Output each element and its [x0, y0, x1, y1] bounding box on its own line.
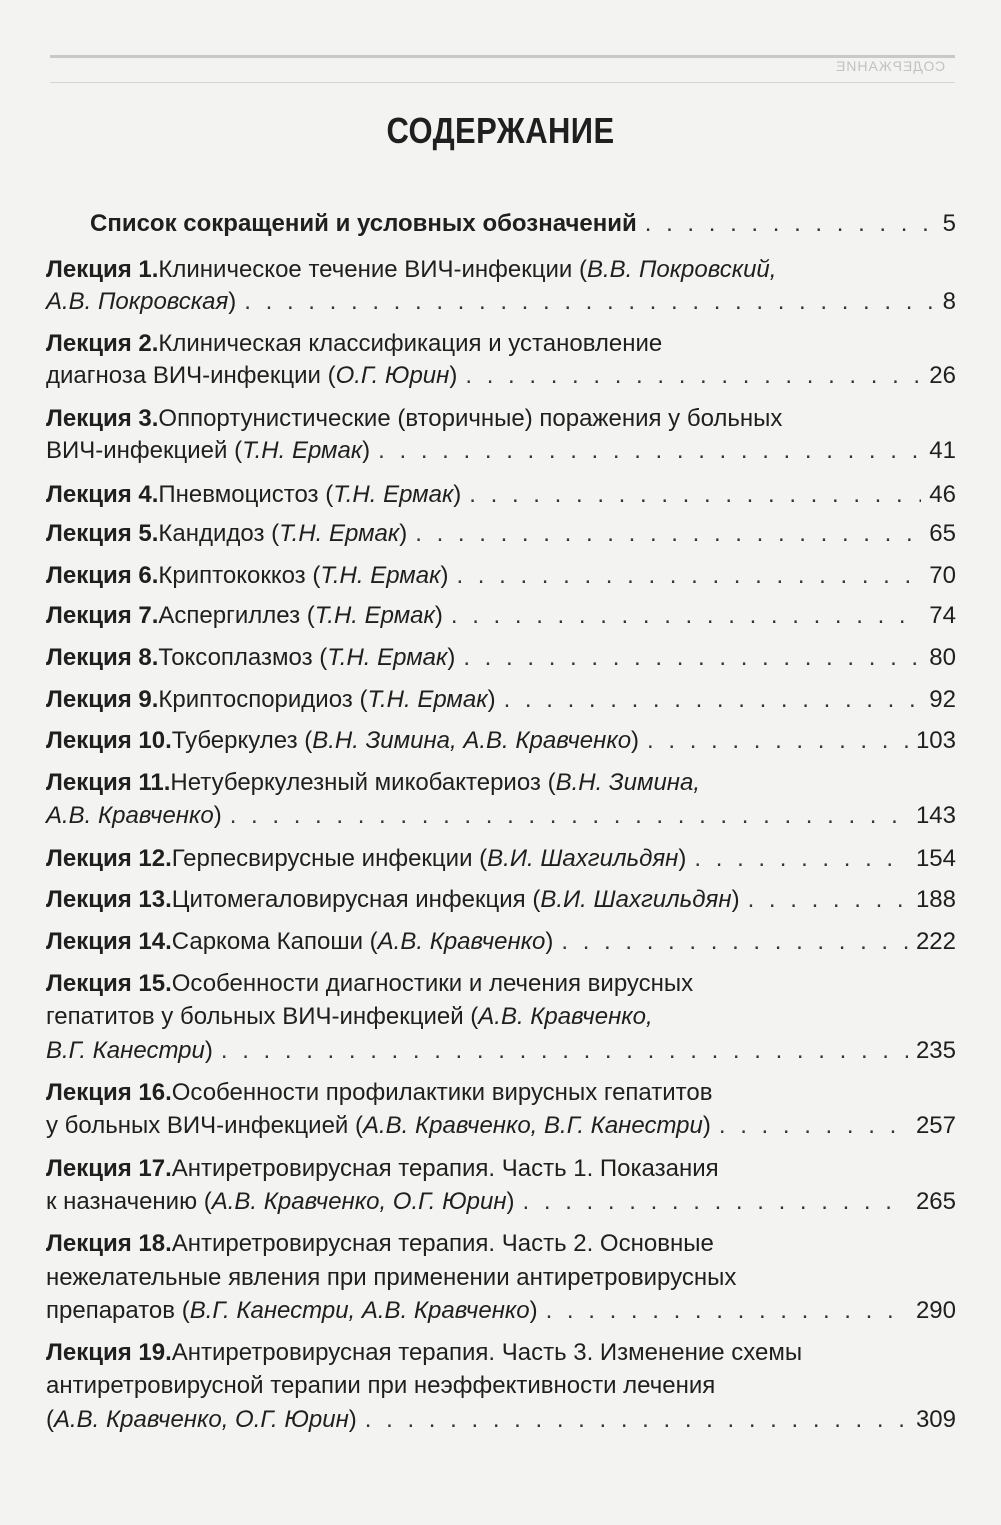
lecture-authors: В.И. Шахгильдян — [540, 886, 732, 913]
lecture-number: Лекция 16. — [46, 1079, 172, 1106]
lecture-title: Криптококкоз ( — [158, 562, 321, 589]
lecture-title: Особенности диагностики и лечения вирусных — [171, 970, 694, 997]
page-number: 74 — [929, 602, 956, 629]
leader-dots — [415, 520, 921, 548]
page-number: 257 — [915, 1112, 956, 1139]
lecture-title: Саркома Капоши ( — [171, 928, 378, 955]
page-number: 309 — [915, 1406, 956, 1433]
lecture-title: Цитомегаловирусная инфекция ( — [171, 886, 541, 913]
lecture-authors: Т.Н. Ермак — [367, 686, 488, 713]
page-number: 222 — [915, 928, 956, 955]
lecture-authors: А.В. Кравченко, О.Г. Юрин — [211, 1188, 507, 1215]
toc-entry-lecture-12[interactable] — [46, 845, 956, 873]
toc-entry-lecture-11[interactable] — [46, 769, 956, 797]
lecture-title: Туберкулез ( — [171, 727, 313, 754]
toc-entry-lecture-19[interactable] — [46, 1339, 956, 1367]
page-number: 265 — [915, 1188, 956, 1215]
toc-entry-lecture-8[interactable] — [46, 644, 956, 672]
lecture-title: Антиретровирусная терапия. Часть 3. Изменение схемы — [171, 1339, 803, 1366]
closing-paren: ) — [731, 886, 740, 913]
leader-dots — [561, 928, 908, 956]
lecture-title: Нетуберкулезный микобактериоз ( — [170, 769, 556, 796]
closing-paren: ) — [348, 1406, 357, 1433]
toc-entry-lecture-1-cont — [46, 288, 956, 316]
toc-entry-lecture-1[interactable] — [46, 256, 956, 284]
lecture-title: Оппортунистические (вторичные) поражения у больных — [158, 405, 783, 432]
lecture-title: Клиническое течение ВИЧ-инфекции ( — [158, 256, 587, 283]
lecture-authors: В.И. Шахгильдян — [487, 845, 679, 872]
leader-dots — [748, 886, 908, 914]
page-number: 26 — [929, 362, 956, 389]
lecture-number: Лекция 6. — [46, 562, 159, 589]
leader-dots — [230, 802, 908, 830]
leader-dots — [463, 644, 921, 672]
toc-entry-title: Список сокращений и условных обозначений — [90, 210, 637, 237]
toc-entry-lecture-4[interactable] — [46, 481, 956, 509]
lecture-number: Лекция 3. — [46, 405, 159, 432]
page-number: 92 — [929, 686, 956, 713]
closing-paren: ) — [702, 1112, 711, 1139]
toc-entry-lecture-18[interactable] — [46, 1230, 956, 1258]
closing-paren: ) — [204, 1037, 213, 1064]
closing-paren: ) — [449, 362, 458, 389]
leader-dots — [694, 845, 908, 873]
lecture-title: Герпесвирусные инфекции ( — [171, 845, 488, 872]
closing-paren: ) — [399, 520, 408, 547]
leader-dots — [647, 727, 908, 755]
lecture-number: Лекция 10. — [46, 727, 172, 754]
page-number: 103 — [915, 727, 956, 754]
leader-dots — [221, 1037, 908, 1065]
closing-paren: ) — [447, 644, 456, 671]
closing-paren: ) — [631, 727, 640, 754]
lecture-title: Токсоплазмоз ( — [158, 644, 328, 671]
leader-dots — [365, 1406, 908, 1434]
lecture-title-cont: нежелательные явления при применении антиретровирусных — [46, 1264, 737, 1291]
closing-paren: ) — [440, 562, 449, 589]
page-number: 188 — [915, 886, 956, 913]
lecture-authors: А.В. Кравченко, О.Г. Юрин — [54, 1406, 349, 1433]
lecture-authors: А.В. Кравченко, В.Г. Канестри — [362, 1112, 703, 1139]
lecture-title: Криптоспоридиоз ( — [158, 686, 368, 713]
lecture-title-cont: ВИЧ-инфекцией ( — [46, 437, 243, 464]
leader-dots — [456, 562, 921, 590]
lecture-authors: А.В. Кравченко — [46, 802, 214, 829]
lecture-title: Особенности профилактики вирусных гепатитов — [171, 1079, 713, 1106]
closing-paren: ) — [506, 1188, 515, 1215]
lecture-authors: В.Г. Канестри, А.В. Кравченко — [189, 1297, 530, 1324]
toc-entry-lecture-2[interactable] — [46, 330, 956, 358]
lecture-title-cont: диагноза ВИЧ-инфекции ( — [46, 362, 336, 389]
lecture-number: Лекция 4. — [46, 481, 159, 508]
lecture-number: Лекция 17. — [46, 1155, 172, 1182]
toc-entry-lecture-19-cont — [46, 1372, 956, 1400]
lecture-authors: В.Н. Зимина, — [555, 769, 701, 796]
lecture-number: Лекция 14. — [46, 928, 172, 955]
lecture-title: Клиническая классификация и установление — [158, 330, 663, 357]
lecture-title: Кандидоз ( — [158, 520, 280, 547]
lecture-number: Лекция 19. — [46, 1339, 172, 1366]
closing-paren: ) — [228, 288, 237, 315]
lecture-number: Лекция 2. — [46, 330, 159, 357]
lecture-authors: Т.Н. Ермак — [242, 437, 363, 464]
leader-dots — [469, 481, 921, 509]
leader-dots — [244, 288, 934, 316]
page-number: 70 — [929, 562, 956, 589]
page-number: 65 — [929, 520, 956, 547]
lecture-title-cont: у больных ВИЧ-инфекцией ( — [46, 1112, 363, 1139]
lecture-title-cont: гепатитов у больных ВИЧ-инфекцией ( — [46, 1003, 479, 1030]
lecture-authors: Т.Н. Ермак — [314, 602, 435, 629]
toc-entry-lecture-15[interactable] — [46, 970, 956, 998]
toc-entry-lecture-11-cont — [46, 802, 956, 830]
lecture-authors: В.Г. Канестри — [46, 1037, 205, 1064]
lecture-authors: В.В. Покровский, — [586, 256, 777, 283]
closing-paren: ) — [453, 481, 462, 508]
lecture-title: Антиретровирусная терапия. Часть 1. Показания — [171, 1155, 719, 1182]
lecture-authors: О.Г. Юрин — [335, 362, 450, 389]
lecture-number: Лекция 5. — [46, 520, 159, 547]
toc-entry-lecture-3[interactable] — [46, 405, 956, 433]
toc-entry-lecture-15-cont2 — [46, 1037, 956, 1065]
toc-entry-lecture-18-cont2 — [46, 1297, 956, 1325]
leader-dots — [523, 1188, 908, 1216]
page-number: 80 — [929, 644, 956, 671]
page-number: 154 — [915, 845, 956, 872]
leader-dots — [504, 686, 922, 714]
toc-entry-lecture-2-cont — [46, 362, 956, 390]
lecture-number: Лекция 15. — [46, 970, 172, 997]
lecture-number: Лекция 18. — [46, 1230, 172, 1257]
toc-entry-lecture-10[interactable] — [46, 727, 956, 755]
toc-entry-lecture-16[interactable] — [46, 1079, 956, 1107]
running-header — [50, 55, 955, 83]
page-number: 5 — [942, 210, 956, 237]
toc-entry-abbreviations[interactable] — [90, 210, 956, 238]
running-header-title: СОДЕРЖАНИЕ — [834, 58, 945, 74]
page-number: 143 — [915, 802, 956, 829]
lecture-authors: А.В. Кравченко, — [478, 1003, 653, 1030]
toc-entry-lecture-17[interactable] — [46, 1155, 956, 1183]
lecture-number: Лекция 8. — [46, 644, 159, 671]
toc-entry-lecture-16-cont — [46, 1112, 956, 1140]
closing-paren: ) — [362, 437, 371, 464]
toc-entry-lecture-14[interactable] — [46, 928, 956, 956]
page-number: 290 — [915, 1297, 956, 1324]
toc-entry-lecture-17-cont — [46, 1188, 956, 1216]
lecture-authors: Т.Н. Ермак — [333, 481, 454, 508]
leader-dots — [546, 1297, 908, 1325]
leader-dots — [451, 602, 921, 630]
lecture-title-cont: антиретровирусной терапии при неэффективности лечения — [46, 1372, 716, 1399]
lecture-number: Лекция 9. — [46, 686, 159, 713]
lecture-title: Пневмоцистоз ( — [158, 481, 334, 508]
toc-entry-lecture-13[interactable] — [46, 886, 956, 914]
toc-entry-lecture-6[interactable] — [46, 562, 956, 590]
lecture-authors: А.В. Кравченко — [377, 928, 546, 955]
leader-dots — [645, 210, 935, 238]
toc-entry-lecture-15-cont — [46, 1003, 956, 1031]
toc-entry-lecture-18-cont — [46, 1264, 956, 1292]
page-title: СОДЕРЖАНИЕ — [386, 110, 615, 151]
closing-paren: ) — [213, 802, 222, 829]
page-number: 41 — [929, 437, 956, 464]
lecture-title-cont: препаратов ( — [46, 1297, 190, 1324]
leader-dots — [719, 1112, 908, 1140]
toc-entry-lecture-19-cont2 — [46, 1406, 956, 1434]
lecture-authors: А.В. Покровская — [46, 288, 229, 315]
lecture-title: Аспергиллез ( — [158, 602, 315, 629]
page-number: 8 — [942, 288, 956, 315]
lecture-authors: Т.Н. Ермак — [320, 562, 441, 589]
leader-dots — [465, 362, 921, 390]
lecture-authors: Т.Н. Ермак — [279, 520, 400, 547]
opening-paren: ( — [46, 1406, 54, 1433]
lecture-title: Антиретровирусная терапия. Часть 2. Основные — [171, 1230, 714, 1257]
lecture-number: Лекция 13. — [46, 886, 172, 913]
closing-paren: ) — [434, 602, 443, 629]
page-number: 46 — [929, 481, 956, 508]
toc-entry-lecture-7[interactable] — [46, 602, 956, 630]
toc-entry-lecture-9[interactable] — [46, 686, 956, 714]
toc-entry-lecture-5[interactable] — [46, 520, 956, 548]
lecture-number: Лекция 12. — [46, 845, 172, 872]
leader-dots — [378, 437, 921, 465]
closing-paren: ) — [487, 686, 496, 713]
toc-entry-lecture-3-cont — [46, 437, 956, 465]
lecture-number: Лекция 11. — [46, 769, 171, 796]
closing-paren: ) — [545, 928, 554, 955]
lecture-authors: Т.Н. Ермак — [327, 644, 448, 671]
lecture-authors: В.Н. Зимина, А.В. Кравченко — [312, 727, 632, 754]
closing-paren: ) — [529, 1297, 538, 1324]
lecture-number: Лекция 1. — [46, 256, 159, 283]
lecture-title-cont: к назначению ( — [46, 1188, 212, 1215]
lecture-number: Лекция 7. — [46, 602, 159, 629]
page-number: 235 — [915, 1037, 956, 1064]
closing-paren: ) — [678, 845, 687, 872]
